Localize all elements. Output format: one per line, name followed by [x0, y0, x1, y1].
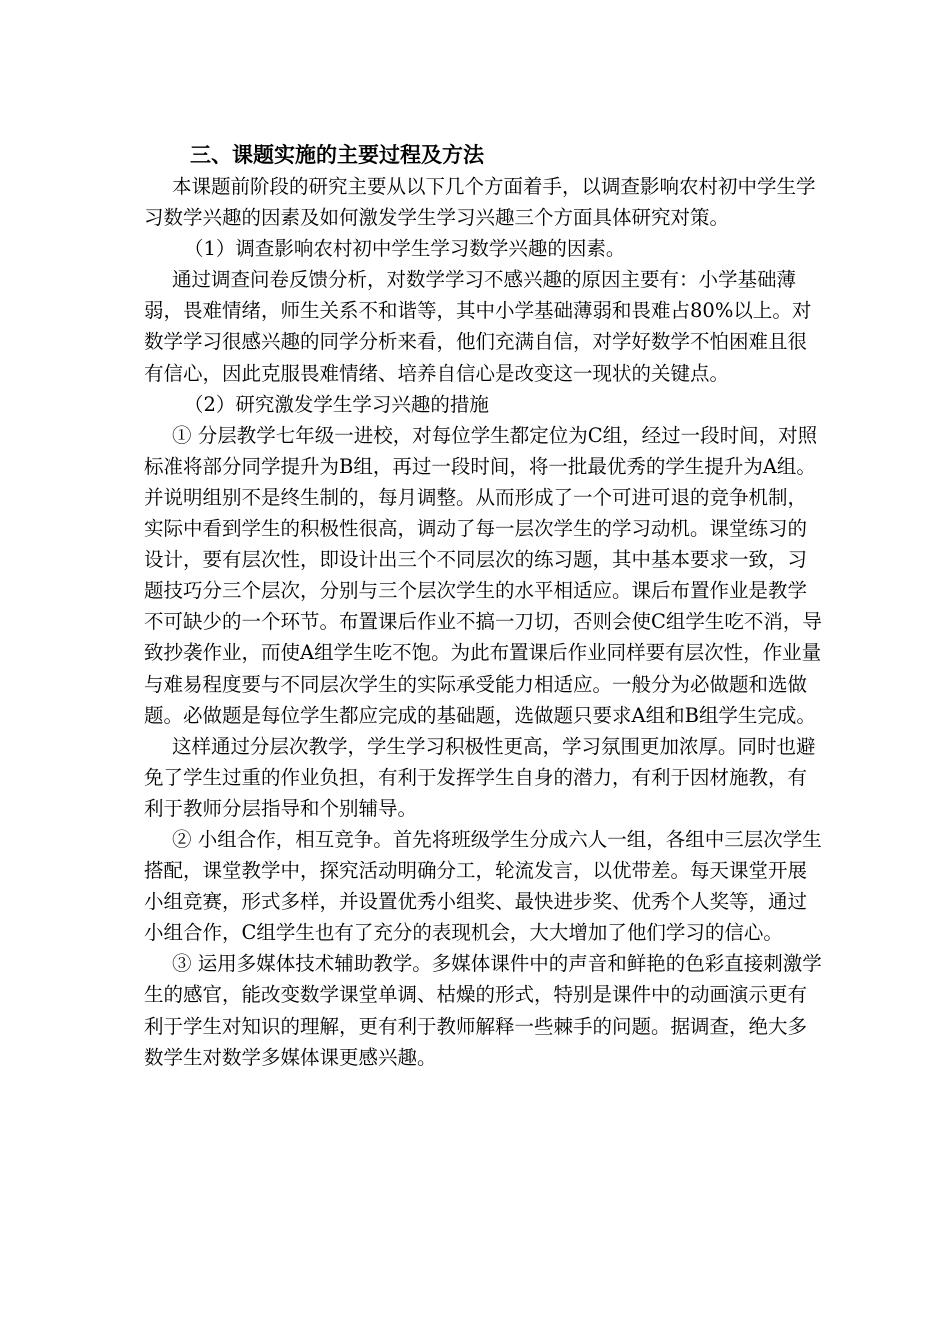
subsection-2-title: （2）研究激发学生学习兴趣的措施: [184, 392, 489, 416]
section-heading: 三、课题实施的主要过程及方法: [190, 142, 484, 167]
document-page: [144, 139, 824, 1073]
layered-summary-paragraph: 这样通过分层次教学，学生学习积极性更高，学习氛围更加浓厚。同时也避免了学生过重的作业负担，有利于发挥学生自身的潜力，有利于因材施教，有利于教师分层指导和个别辅导。: [144, 734, 816, 820]
intro-paragraph: 本课题前阶段的研究主要从以下几个方面着手，以调查影响农村初中学生学习数学兴趣的因素及如何激发学生学习兴趣三个方面具体研究对策。: [144, 175, 816, 230]
subsection-1-title: （1）调查影响农村初中学生学习数学兴趣的因素。: [184, 237, 626, 261]
group-cooperation-paragraph: ② 小组合作，相互竞争。首先将班级学生分成六人一组，各组中三层次学生搭配，课堂教学中，探究活动明确分工，轮流发言，以优带差。每天课堂开展小组竞赛，形式多样，并设置优秀小组奖、最快进步奖、优秀个人奖等，通过小组合作，C组学生也有了充分的表现机会，大大增加了他们学习的信心。: [144, 827, 822, 945]
survey-paragraph: 通过调查问卷反馈分析，对数学学习不感兴趣的原因主要有：小学基础薄弱，畏难情绪，师生关系不和谐等，其中小学基础薄弱和畏难占80%以上。对数学学习很感兴趣的同学分析来看，他们充满自信，对学好数学不怕困难且很有信心，因此克服畏难情绪、培养自信心是改变这一现状的关键点。: [144, 268, 812, 385]
multimedia-paragraph: ③ 运用多媒体技术辅助教学。多媒体课件中的声音和鲜艳的色彩直接刺激学生的感官，能改变数学课堂单调、枯燥的形式，特别是课件中的动画演示更有利于学生对知识的理解，更有利于教师解释一些棘手的问题。据调查，绝大多数学生对数学多媒体课更感兴趣。: [144, 952, 822, 1069]
layered-teaching-paragraph: ① 分层教学七年级一进校，对每位学生都定位为C组，经过一段时间，对照标准将部分同学提升为B组，再过一段时间，将一批最优秀的学生提升为A组。并说明组别不是终生制的，每月调整。从而形成了一个可进可退的竞争机制，实际中看到学生的积极性很高，调动了每一层次学生的学习动机。课堂练习的设计，要有层次性，即设计出三个不同层次的练习题，其中基本要求一致，习题技巧分三个层次，分别与三个层次学生的水平相适应。课后布置作业是教学不可缺少的一个环节。布置课后作业不搞一刀切，否则会使C组学生吃不消，导致抄袭作业，而使A组学生吃不饱。为此布置课后作业同样要有层次性，作业量与难易程度要与不同层次学生的实际承受能力相适应。一般分为必做题和选做题。必做题是每位学生都应完成的基础题，选做题只要求A组和B组学生完成。: [144, 423, 822, 727]
